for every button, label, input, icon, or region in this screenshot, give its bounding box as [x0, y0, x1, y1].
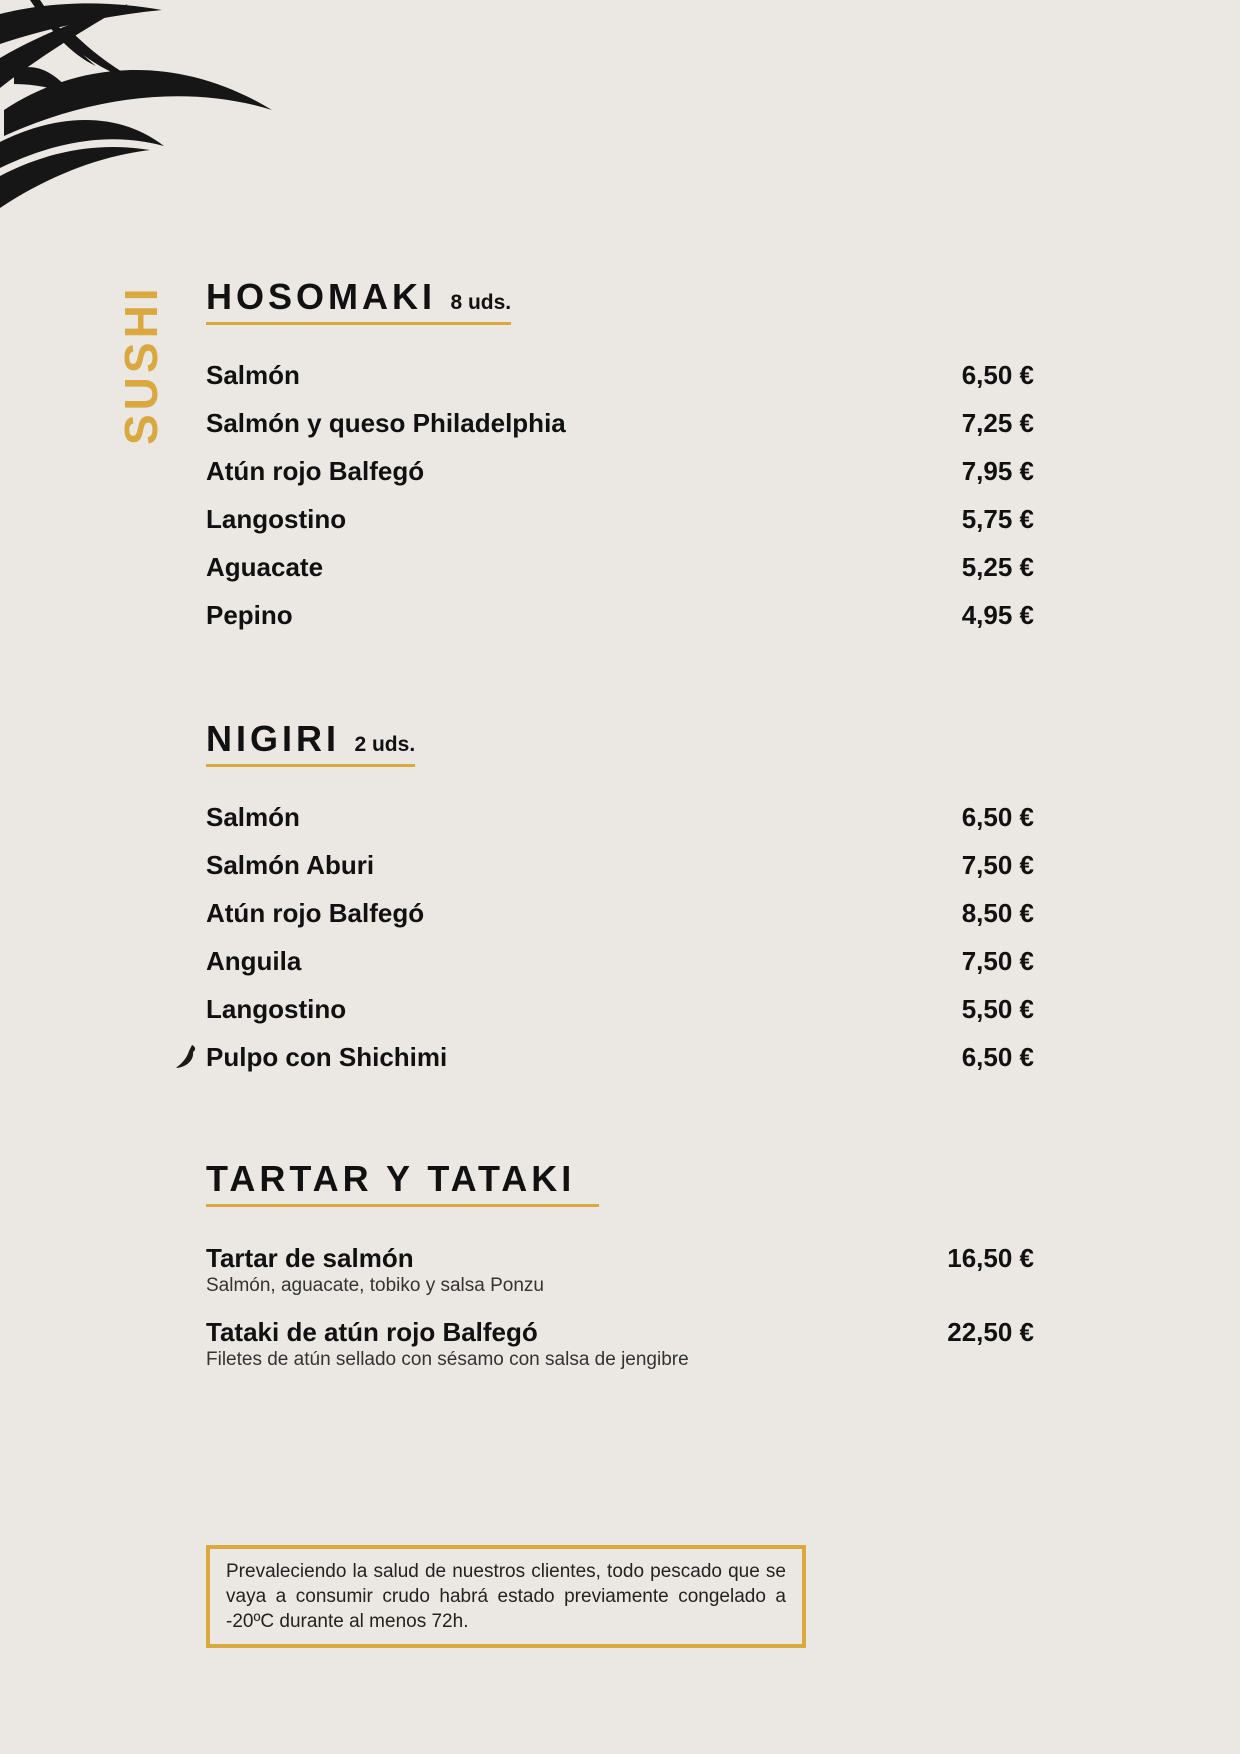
section-title: TARTAR Y TATAKI [206, 1158, 576, 1199]
menu-item [206, 351, 1034, 399]
item-name: Salmón Aburi [206, 849, 375, 880]
section-header [206, 1158, 599, 1207]
item-name: Pepino [206, 599, 293, 630]
menu-item [206, 841, 1034, 889]
item-name: Anguila [206, 945, 302, 976]
item-price: 5,25 € [961, 551, 1034, 582]
item-price: 6,50 € [961, 1041, 1034, 1072]
health-notice: Prevaleciendo la salud de nuestros clientes, todo pescado que se vaya a consumir crudo habrá estado previamente congelado a -20ºC durante al menos 72h. [206, 1545, 806, 1648]
item-name: Langostino [206, 993, 347, 1024]
leaf-decoration [0, 0, 290, 220]
menu-item [206, 889, 1034, 937]
item-name: Tartar de salmón [206, 1243, 414, 1273]
item-price: 5,50 € [961, 993, 1034, 1024]
menu-item [206, 985, 1034, 1033]
section-units: 8 uds. [450, 291, 512, 314]
side-title: SUSHI [115, 284, 167, 445]
item-name: Salmón [206, 359, 300, 390]
item-description: Salmón, aguacate, tobiko y salsa Ponzu [206, 1275, 544, 1296]
menu-item [206, 543, 1034, 591]
section-units: 2 uds. [354, 733, 416, 756]
item-name: Salmón [206, 801, 300, 832]
menu-item [206, 1317, 1034, 1372]
menu-section-nigiri [206, 718, 1034, 1081]
menu-item [206, 1033, 1034, 1081]
section-header [206, 276, 511, 325]
item-price: 6,50 € [961, 801, 1034, 832]
item-price: 7,50 € [961, 945, 1034, 976]
item-name: Atún rojo Balfegó [206, 897, 425, 928]
item-price: 16,50 € [947, 1243, 1034, 1273]
menu-item [206, 591, 1034, 639]
item-price: 4,95 € [961, 599, 1034, 630]
item-name: Aguacate [206, 551, 324, 582]
item-price: 6,50 € [961, 359, 1034, 390]
menu-section-hosomaki [206, 276, 1034, 639]
menu-section-tartar-tataki [206, 1158, 1034, 1391]
item-price: 22,50 € [947, 1317, 1034, 1347]
item-name: Tataki de atún rojo Balfegó [206, 1317, 538, 1347]
item-name: Atún rojo Balfegó [206, 455, 425, 486]
chili-icon [174, 1044, 198, 1070]
menu-item [206, 399, 1034, 447]
item-price: 8,50 € [961, 897, 1034, 928]
section-header [206, 718, 415, 767]
menu-item [206, 495, 1034, 543]
menu-item [206, 937, 1034, 985]
item-price: 7,95 € [961, 455, 1034, 486]
section-title: HOSOMAKI [206, 276, 436, 317]
item-price: 5,75 € [961, 503, 1034, 534]
item-name: Langostino [206, 503, 347, 534]
menu-item [206, 793, 1034, 841]
item-price: 7,50 € [961, 849, 1034, 880]
item-name: Salmón y queso Philadelphia [206, 407, 566, 438]
item-list [206, 1243, 1034, 1372]
item-name: Pulpo con Shichimi [206, 1041, 448, 1072]
item-description: Filetes de atún sellado con sésamo con salsa de jengibre [206, 1349, 689, 1370]
item-list [206, 793, 1034, 1081]
item-price: 7,25 € [961, 407, 1034, 438]
menu-item [206, 1243, 1034, 1298]
menu-item [206, 447, 1034, 495]
item-list [206, 351, 1034, 639]
section-title: NIGIRI [206, 718, 341, 759]
